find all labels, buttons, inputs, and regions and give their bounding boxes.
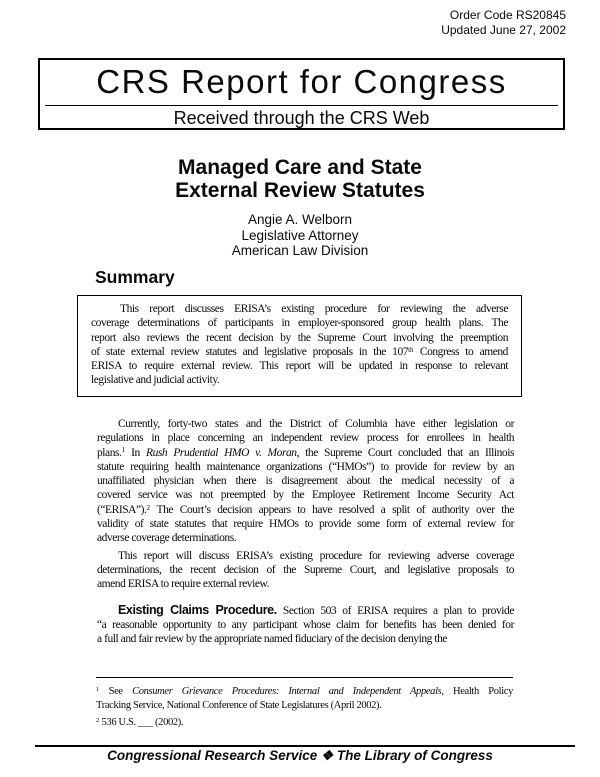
- author-division: American Law Division: [231, 243, 369, 258]
- footer-rule: [35, 745, 575, 747]
- banner-box: [38, 58, 565, 130]
- summary-text: This report discusses ERISA’s existing procedure for reviewing the adverse coverage determinations of participants in employer-sponsored group health plans. The report also reviews the recent decision by the Supreme Court involving the preemption of state external review statutes and legislative proposals in the 107th Congress to amend ERISA to require external review. This report will be updated in response to relevant legislative and judicial activity.: [91, 303, 508, 387]
- summary-heading: Summary: [95, 267, 175, 287]
- updated-date: Updated June 27, 2002: [441, 23, 566, 37]
- banner-subtitle: Received through the CRS Web: [173, 108, 430, 128]
- banner-divider: [45, 105, 558, 106]
- author-block: [0, 212, 600, 259]
- body-paragraph-3: Existing Claims Procedure. Section 503 of ERISA requires a plan to provide “a reasonable opportunity to any participant whose claim for benefits has been denied for a full and fair review by the appropriate named fiduciary of the decision denying the: [97, 602, 514, 646]
- footer-text: Congressional Research Service ❖ The Library of Congress: [107, 748, 493, 763]
- report-title: [0, 157, 600, 202]
- order-code-block: [441, 8, 566, 38]
- author-job-title: Legislative Attorney: [241, 227, 359, 243]
- summary-box: [77, 295, 522, 397]
- report-title-line1: Managed Care and State: [178, 156, 422, 179]
- author-name: Angie A. Welborn: [247, 212, 353, 227]
- footnote-separator: [96, 677, 513, 678]
- report-title-line2: External Review Statutes: [175, 178, 425, 202]
- report-body: [97, 410, 514, 646]
- footnotes-block: [96, 685, 513, 730]
- banner-title: CRS Report for Congress: [96, 63, 507, 100]
- footnote-2: $^2$ 536 U.S. ___ (2002).: [96, 717, 184, 728]
- body-paragraph-2: This report will discuss ERISA’s existing procedure for reviewing adverse coverage determinations, the recent decision of the Supreme Court, and legislative proposals to amend ERISA to require external review.: [97, 549, 514, 591]
- order-code: Order Code RS20845: [449, 8, 566, 22]
- body-paragraph-1: Currently, forty-two states and the District of Columbia have either legislation or regulations in place concerning an independent review process for enrollees in health plans.$^1$ In Rush Prudential HMO v. Moran, the Supreme Court concluded that an Illinois statute requiring health maintenance organizations (“HMOs”) to provide for review by an unaffiliated physician when there is disagreement about the medical necessity of a covered service was not preempted by the Employee Retirement Income Security Act (“ERISA”).$^2$ The Court’s decision appears to have resolved a split of authority over the validity of state statutes that require HMOs to provide some form of external review for adverse coverage determinations.: [97, 418, 514, 545]
- footnote-1: $^1$ See Consumer Grievance Procedures: Internal and Independent Appeals, Health Policy Tracking Service, National Conference of State Legislatures (April 2002).: [96, 686, 513, 711]
